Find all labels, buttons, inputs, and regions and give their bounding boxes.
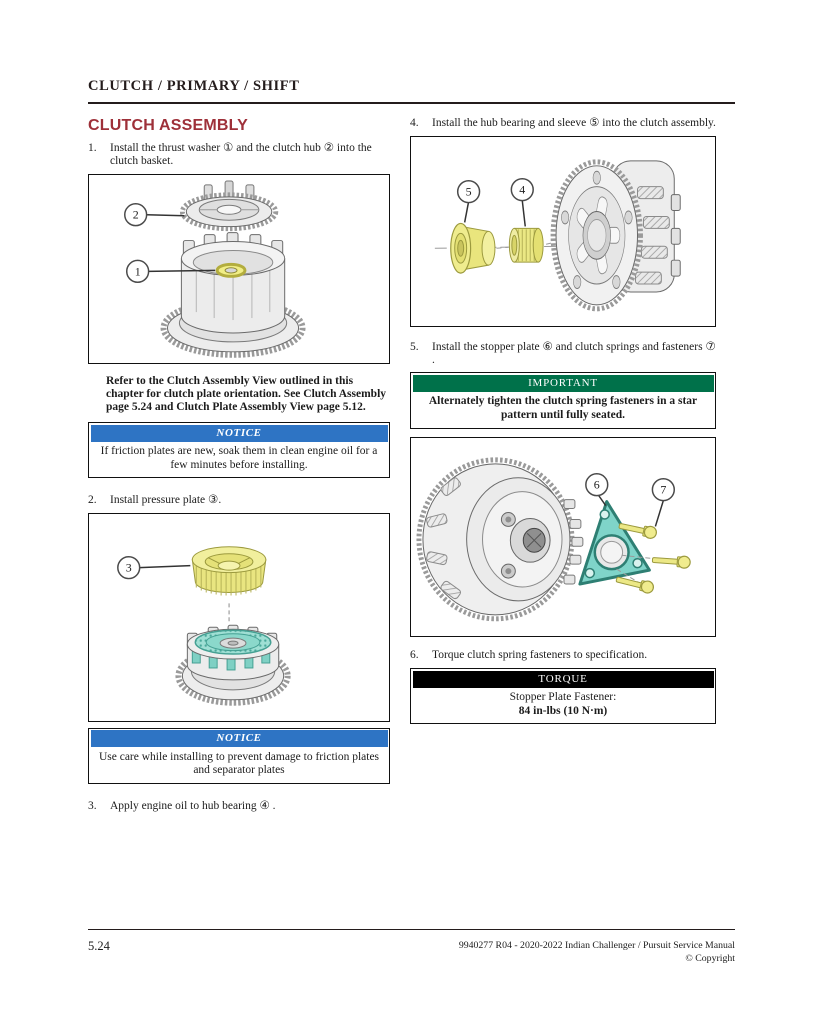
notice-banner-2 xyxy=(88,728,390,784)
notice-1-header xyxy=(91,425,388,442)
stopper-plate-illustration xyxy=(411,438,715,637)
step-4 xyxy=(410,117,716,130)
footer-rule xyxy=(88,929,735,930)
callout-4-label: 4 xyxy=(519,182,526,197)
torque-body xyxy=(411,689,715,723)
header-rule xyxy=(88,102,735,104)
important-header xyxy=(413,375,714,392)
section-title: CLUTCH ASSEMBLY xyxy=(88,117,249,134)
figure-stopper-plate xyxy=(410,437,716,638)
right-column xyxy=(410,117,716,819)
notice-2-body: Use care while installing to prevent damage to friction plates and separator plates xyxy=(98,750,380,777)
notice-2-label: NOTICE xyxy=(216,732,262,745)
step-2-text: Install pressure plate ③. xyxy=(110,494,222,507)
page-footer xyxy=(88,929,735,965)
reference-note: Refer to the Clutch Assembly View outlined in this chapter for clutch plate orientation. See Clutch Assembly page 5.24 and Clutch Plate Assembly View page 5.12. xyxy=(106,375,387,414)
clutch-basket-drawing xyxy=(164,232,303,354)
callout-2-label: 2 xyxy=(132,207,139,222)
figure-hub-bearing-sleeve xyxy=(410,136,716,327)
doc-reference: 9940277 R04 - 2020-2022 Indian Challenger / Pursuit Service Manual xyxy=(458,940,735,951)
step-2-number: 2. xyxy=(88,494,97,507)
footer-doc-info xyxy=(459,939,735,965)
step-2 xyxy=(88,494,390,507)
callout-3 xyxy=(118,557,191,579)
step-4-number: 4. xyxy=(410,117,419,129)
step-5-number: 5. xyxy=(410,340,419,353)
figure-pressure-plate xyxy=(88,513,390,722)
copyright: © Copyright xyxy=(685,953,735,965)
pressure-plate-drawing xyxy=(192,547,266,596)
stopper-plate-drawing xyxy=(580,501,650,583)
left-column xyxy=(88,117,390,819)
clutch-pack-drawing xyxy=(178,625,287,702)
callout-6-label: 6 xyxy=(593,477,600,492)
callout-6 xyxy=(586,473,608,505)
step-4-text: Install the hub bearing and sleeve ⑤ into the clutch assembly. xyxy=(432,117,716,129)
callout-7-label: 7 xyxy=(660,482,667,497)
two-column-layout xyxy=(88,117,716,819)
friction-plates-highlight xyxy=(195,630,270,654)
hub-bearing-drawing xyxy=(509,228,543,262)
pressure-plate-illustration xyxy=(89,514,389,721)
torque-spec-value: 84 in-lbs (10 N·m) xyxy=(518,704,608,717)
step-1-number: 1. xyxy=(88,142,97,154)
callout-5-label: 5 xyxy=(465,184,472,199)
step-5-text: Install the stopper plate ⑥ and clutch springs and fasteners ⑦ . xyxy=(432,340,716,366)
step-1 xyxy=(88,142,390,168)
figure-clutch-basket xyxy=(88,174,390,365)
torque-label: TORQUE xyxy=(538,672,588,685)
important-banner xyxy=(410,372,716,428)
hub-bearing-illustration xyxy=(411,137,715,326)
step-3-text: Apply engine oil to hub bearing ④ . xyxy=(110,799,276,812)
notice-banner-1 xyxy=(88,422,390,478)
notice-2-header xyxy=(91,730,388,747)
step-6 xyxy=(410,649,716,662)
callout-1-label: 1 xyxy=(134,264,141,279)
important-body: Alternately tighten the clutch spring fasteners in a star pattern until fully seated. xyxy=(428,395,698,421)
clutch-basket-illustration xyxy=(89,175,389,364)
clutch-hub-drawing xyxy=(182,181,275,229)
important-label: IMPORTANT xyxy=(528,376,598,389)
step-3 xyxy=(88,800,390,813)
page-content xyxy=(88,78,735,819)
clutch-gear-drawing xyxy=(553,162,640,309)
notice-1-label: NOTICE xyxy=(216,426,262,439)
callout-3-label: 3 xyxy=(125,560,132,575)
step-1-text: Install the thrust washer ① and the clutch hub ② into the clutch basket. xyxy=(110,142,372,167)
torque-banner xyxy=(410,668,716,724)
step-5 xyxy=(410,341,716,367)
page-number: 5.24 xyxy=(88,939,110,953)
torque-spec-name: Stopper Plate Fastener: xyxy=(509,691,617,704)
callout-7 xyxy=(652,478,674,526)
callout-5 xyxy=(458,181,480,223)
thrust-washer-highlight xyxy=(217,264,245,276)
callout-2 xyxy=(125,204,185,226)
callout-4 xyxy=(511,179,533,227)
step-6-number: 6. xyxy=(410,649,419,662)
chapter-title: CLUTCH / PRIMARY / SHIFT xyxy=(88,78,300,94)
clutch-assembly-drawing xyxy=(419,459,583,618)
torque-header xyxy=(413,671,714,688)
sleeve-drawing xyxy=(451,223,495,273)
step-3-number: 3. xyxy=(88,799,97,812)
notice-1-body: If friction plates are new, soak them in clean engine oil for a few minutes before installing. xyxy=(100,445,378,471)
step-6-text: Torque clutch spring fasteners to specification. xyxy=(432,649,648,662)
